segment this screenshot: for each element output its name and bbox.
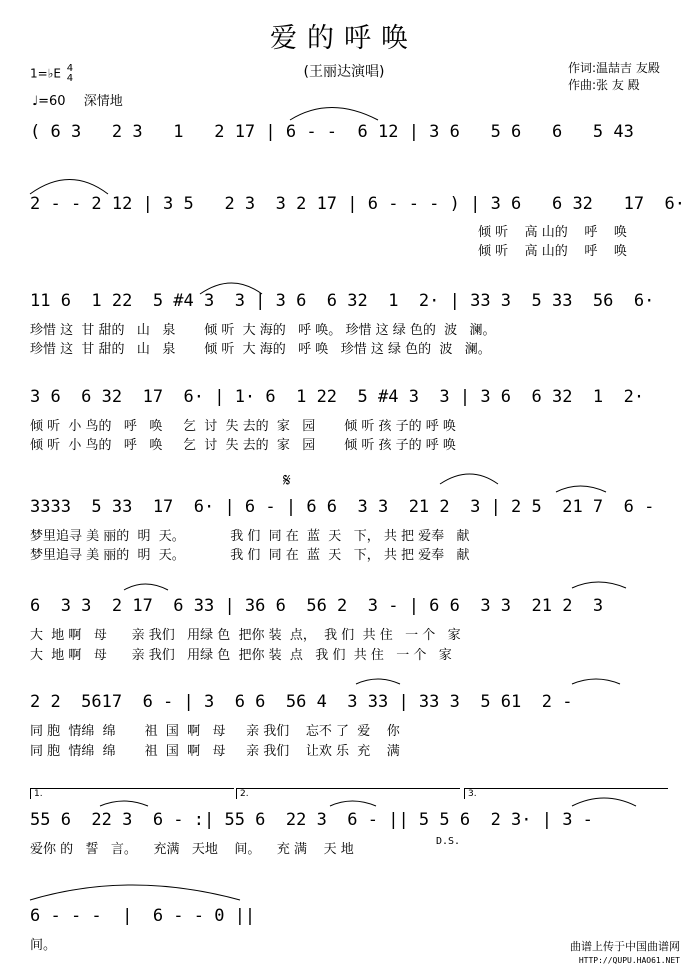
system-3-lyric-1: 珍惜 这 甘 甜的 山 泉 倾 听 大 海的 呼 唤。 珍惜 这 绿 色的 波 澜。 [30, 323, 496, 338]
slur [572, 582, 626, 588]
system-2-notes: 2 - - 2 12 | 3 5 2 3 3 2 17 | 6 - - - ) | 3 6 6 32 17 6· [30, 194, 686, 214]
expression-mark: 深情地 [83, 94, 123, 109]
system-3-notes: 11 6 1 22 5 #4 3 3 | 3 6 6 32 1 2· | 33 3 5 33 56 6· [30, 291, 655, 311]
slur [100, 801, 148, 806]
system-5-notes: 3333 5 33 17 6· | 6 - | 6 6 3 3 21 2 3 | 2 5 21 7 6 - [30, 497, 655, 517]
system-3-lyric-2: 珍惜 这 甘 甜的 山 泉 倾 听 大 海的 呼 唤 珍惜 这 绿 色的 波 澜。 [30, 342, 491, 357]
watermark-line-2: HTTP://QUPU.HAO61.NET [578, 956, 680, 965]
ds-marking: D.S. [436, 836, 461, 847]
slur [200, 283, 262, 294]
system-2-lyric-2: 倾 听 高 山的 呼 唤 [478, 244, 627, 259]
time-sig-bottom: 4 [66, 73, 74, 84]
slur [30, 180, 108, 195]
page-title: 爱的呼唤 [270, 23, 418, 54]
system-7-lyric-1: 同 胞 情绵 绵 祖 国 啊 母 亲 我们 忘不 了 爱 你 [30, 724, 400, 739]
system-6-notes: 6 3 3 2 17 6 33 | 36 6 56 2 3 - | 6 6 3 3 21 2 3 [30, 596, 604, 616]
composer-credit: 作曲:张 友 殿 [568, 78, 640, 92]
slur [30, 885, 240, 900]
segno-sign: 𝄋 [283, 470, 291, 491]
system-9-notes: 6 - - - | 6 - - 0 || [30, 906, 256, 926]
time-sig-top: 4 [66, 63, 74, 74]
slur [290, 108, 378, 121]
volta-3: 3. [464, 788, 668, 799]
system-4-lyric-2: 倾 听 小 鸟的 呼 唤 乞 讨 失 去的 家 园 倾 听 孩 子的 呼 唤 [30, 438, 456, 453]
slur [440, 474, 498, 484]
volta-1: 1. [30, 788, 234, 799]
subtitle: (王丽达演唱) [303, 64, 385, 80]
system-8-notes: 55 6 22 3 6 - :| 55 6 22 3 6 - || 5 5 6 2 3· | 3 - [30, 810, 593, 830]
system-6-lyric-2: 大 地 啊 母 亲 我们 用绿 色 把你 装 点 我 们 共 住 一 个 家 [30, 648, 452, 663]
tempo-value: ♩=60 [32, 94, 66, 109]
system-7-lyric-2: 同 胞 情绵 绵 祖 国 啊 母 亲 我们 让欢 乐 充 满 [30, 744, 400, 759]
system-8-lyric-1: 爱你 的 誓 言。 充满 天地 间。 充 满 天 地 [30, 842, 354, 857]
slur [330, 801, 376, 806]
system-2-lyric-1: 倾 听 高 山的 呼 唤 [478, 225, 627, 240]
key-label: 1=♭E [30, 66, 61, 81]
slur [572, 679, 620, 684]
system-4-lyric-1: 倾 听 小 鸟的 呼 唤 乞 讨 失 去的 家 园 倾 听 孩 子的 呼 唤 [30, 419, 456, 434]
watermark-line-1: 曲谱上传于中国曲谱网 [570, 940, 680, 953]
slur [124, 584, 168, 590]
watermark [570, 940, 680, 968]
system-9-lyric-1: 间。 [30, 938, 57, 953]
volta-2: 2. [236, 788, 460, 799]
system-5-lyric-2: 梦里追寻 美 丽的 明 天。 我 们 同 在 蓝 天 下， 共 把 爱奉 献 [30, 548, 470, 563]
system-7-notes: 2 2 5617 6 - | 3 6 6 56 4 3 33 | 33 3 5 61 2 - [30, 692, 573, 712]
system-6-lyric-1: 大 地 啊 母 亲 我们 用绿 色 把你 装 点， 我 们 共 住 一 个 家 [30, 628, 461, 643]
slur [556, 486, 606, 492]
system-4-notes: 3 6 6 32 17 6· | 1· 6 1 22 5 #4 3 3 | 3 6 6 32 1 2· [30, 387, 645, 407]
system-5-lyric-1: 梦里追寻 美 丽的 明 天。 我 们 同 在 蓝 天 下， 共 把 爱奉 献 [30, 529, 470, 544]
slur [356, 679, 400, 684]
lyricist-credit: 作词:温喆吉 友殿 [568, 61, 660, 75]
system-1-notes: ( 6 3 2 3 1 2 17 | 6 - - 6 12 | 3 6 5 6 6 5 43 [30, 122, 634, 142]
slur [572, 798, 636, 806]
